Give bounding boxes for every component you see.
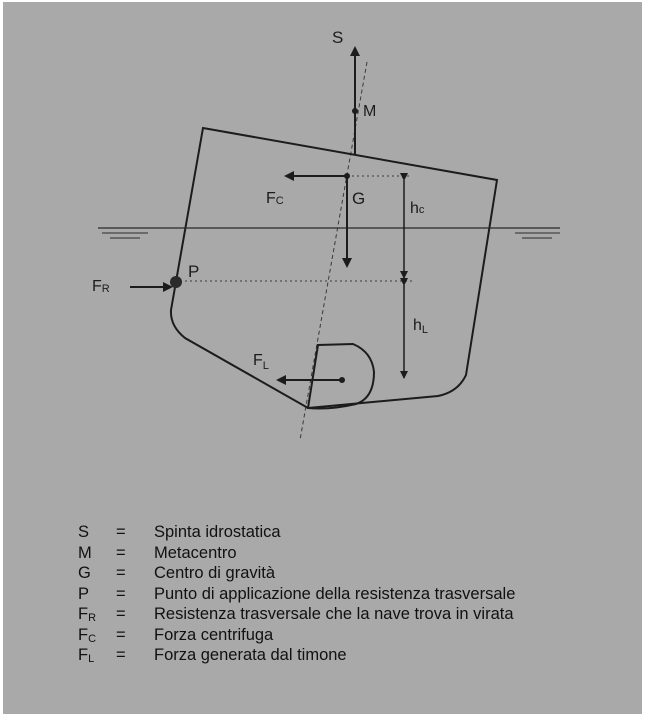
legend-row	[78, 544, 515, 565]
legend-symbol: G	[78, 564, 91, 582]
legend-symbol: P	[78, 584, 90, 603]
legend-equals: =	[116, 646, 126, 664]
legend-equals: =	[116, 564, 126, 582]
legend-row	[78, 646, 515, 667]
legend-description: Punto di applicazione della resistenza trasversale	[154, 584, 516, 603]
legend-equals: =	[116, 584, 126, 603]
legend-equals: =	[116, 605, 126, 623]
legend-equals: =	[116, 543, 126, 562]
rudder-outline	[308, 344, 374, 409]
legend-description: Forza centrifuga	[154, 625, 274, 644]
label-s: S	[332, 28, 344, 47]
label-p: P	[188, 262, 200, 281]
metacenter-point	[352, 108, 358, 114]
legend-symbol: $F_L$	[78, 646, 95, 665]
label-fl: $F_L$	[253, 352, 269, 372]
legend-description: Centro di gravità	[154, 564, 276, 582]
point-p	[170, 276, 182, 288]
label-hl: hL	[413, 317, 429, 336]
hull-outline	[171, 128, 497, 408]
label-fr: FR	[92, 278, 110, 295]
legend-row	[78, 585, 515, 606]
label-g: G	[352, 189, 366, 208]
legend-description: Resistenza trasversale che la nave trova in virata	[154, 605, 514, 623]
legend	[78, 523, 515, 667]
rudder-force-point	[339, 377, 345, 383]
legend-row	[78, 626, 515, 647]
label-fc: FC	[266, 190, 284, 207]
legend-equals: =	[116, 625, 126, 644]
legend-symbol: M	[78, 543, 92, 562]
legend-equals: =	[116, 523, 126, 541]
legend-symbol: S	[78, 523, 90, 541]
centerline	[300, 62, 367, 440]
legend-symbol: $F_R$	[78, 605, 97, 624]
legend-description: Forza generata dal timone	[154, 646, 347, 664]
legend-row	[78, 564, 515, 585]
legend-description: Metacentro	[154, 543, 237, 562]
legend-row	[78, 523, 515, 544]
legend-row	[78, 605, 515, 626]
label-hc: hc	[410, 200, 425, 217]
legend-description: Spinta idrostatica	[154, 523, 281, 541]
legend-symbol: $F_C$	[78, 625, 97, 645]
label-m: M	[363, 103, 377, 120]
